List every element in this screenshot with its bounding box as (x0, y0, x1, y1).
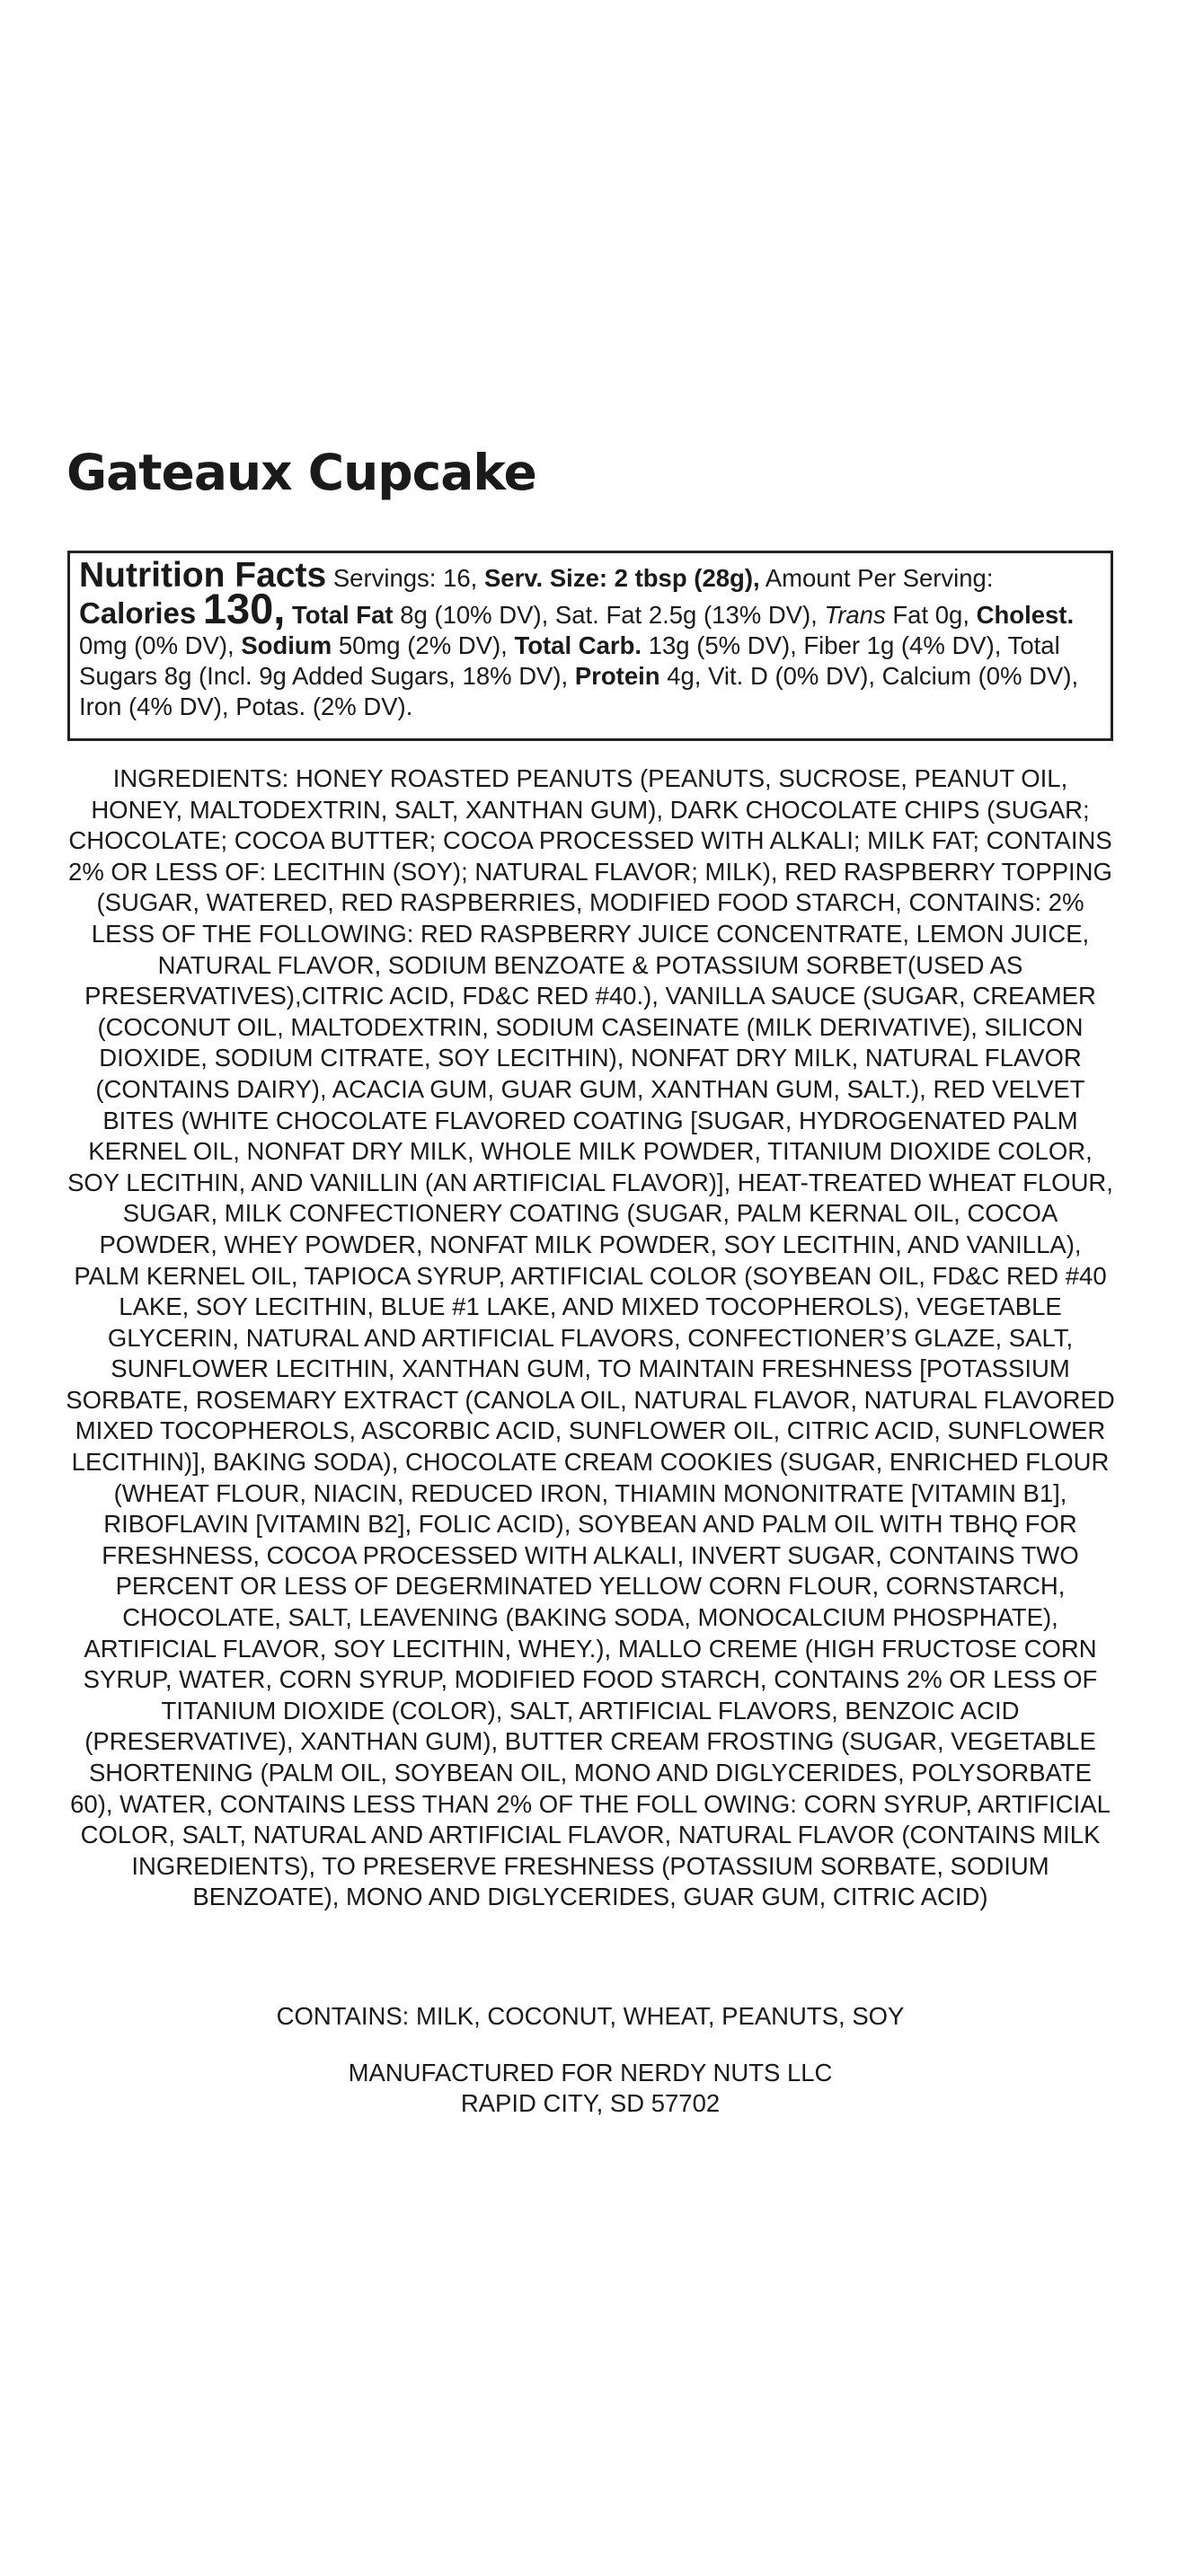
total-fat-label: Total Fat (292, 601, 394, 629)
manufacturer-info (65, 2058, 1116, 2119)
ingredients-list: INGREDIENTS: HONEY ROASTED PEANUTS (PEANUTS, SUCROSE, PEANUT OIL, HONEY, MALTODEXTRIN, SALT, XANTHAN GUM), DARK CHOCOLATE CHIPS (SUGAR; CHOCOLATE; COCOA BUTTER; COCOA PROCESSED WITH ALKALI; MILK FAT; CONTAINS 2% OR LESS OF: LECITHIN (SOY); NATURAL FLAVOR; MILK), RED RASPBERRY TOPPING (SUGAR, WATERED, RED RASPBERRIES, MODIFIED FOOD STARCH, CONTAINS: 2% LESS OF THE FOLLOWING: RED RASPBERRY JUICE CONCENTRATE, LEMON JUICE, NATURAL FLAVOR, SODIUM BENZOATE & POTASSIUM SORBET(USED AS PRESERVATIVES),CITRIC ACID, FD&C RED #40.), VANILLA SAUCE (SUGAR, CREAMER (COCONUT OIL, MALTODEXTRIN, SODIUM CASEINATE (MILK DERIVATIVE), SILICON DIOXIDE, SODIUM CITRATE, SOY LECITHIN), NONFAT DRY MILK, NATURAL FLAVOR (CONTAINS DAIRY), ACACIA GUM, GUAR GUM, XANTHAN GUM, SALT.), RED VELVET BITES (WHITE CHOCOLATE FLAVORED COATING [SUGAR, HYDROGENATED PALM KERNEL OIL, NONFAT DRY MILK, WHOLE MILK POWDER, TITANIUM DIOXIDE COLOR, SOY LECITHIN, AND VANILLIN (AN ARTIFICIAL FLAVOR)], HEAT-TREATED WHEAT FLOUR, SUGAR, MILK CONFECTIONERY COATING (SUGAR, PALM KERNAL OIL, COCOA POWDER, WHEY POWDER, NONFAT MILK POWDER, SOY LECITHIN, AND VANILLA), PALM KERNEL OIL, TAPIOCA SYRUP, ARTIFICIAL COLOR (SOYBEAN OIL, FD&C RED #40 LAKE, SOY LECITHIN, BLUE #1 LAKE, AND MIXED TOCOPHEROLS), VEGETABLE GLYCERIN, NATURAL AND ARTIFICIAL FLAVORS, CONFECTIONER’S GLAZE, SALT, SUNFLOWER LECITHIN, XANTHAN GUM, TO MAINTAIN FRESHNESS [POTASSIUM SORBATE, ROSEMARY EXTRACT (CANOLA OIL, NATURAL FLAVOR, NATURAL FLAVORED MIXED TOCOPHEROLS, ASCORBIC ACID, SUNFLOWER OIL, CITRIC ACID, SUNFLOWER LECITHIN)], BAKING SODA), CHOCOLATE CREAM COOKIES (SUGAR, ENRICHED FLOUR (WHEAT FLOUR, NIACIN, REDUCED IRON, THIAMIN MONONITRATE [VITAMIN B1], RIBOFLAVIN [VITAMIN B2], FOLIC ACID), SOYBEAN AND PALM OIL WITH TBHQ FOR FRESHNESS, COCOA PROCESSED WITH ALKALI, INVERT SUGAR, CONTAINS TWO PERCENT OR LESS OF DEGERMINATED YELLOW CORN FLOUR, CORNSTARCH, CHOCOLATE, SALT, LEAVENING (BAKING SODA, MONOCALCIUM PHOSPHATE), ARTIFICIAL FLAVOR, SOY LECITHIN, WHEY.), MALLO CREME (HIGH FRUCTOSE CORN SYRUP, WATER, CORN SYRUP, MODIFIED FOOD STARCH, CONTAINS 2% OR LESS OF TITANIUM DIOXIDE (COLOR), SALT, ARTIFICIAL FLAVORS, BENZOIC ACID (PRESERVATIVE), XANTHAN GUM), BUTTER CREAM FROSTING (SUGAR, VEGETABLE SHORTENING (PALM OIL, SOYBEAN OIL, MONO AND DIGLYCERIDES, POLYSORBATE 60), WATER, CONTAINS LESS THAN 2% OF THE FOLL OWING: CORN SYRUP, ARTIFICIAL COLOR, SALT, NATURAL AND ARTIFICIAL FLAVOR, NATURAL FLAVOR (CONTAINS MILK INGREDIENTS), TO PRESERVE FRESHNESS (POTASSIUM SORBATE, SODIUM BENZOATE), MONO AND DIGLYCERIDES, GUAR GUM, CITRIC ACID) (66, 764, 1115, 1911)
manufacturer-name: MANUFACTURED FOR NERDY NUTS LLC (348, 2059, 833, 2086)
sodium-value: 50mg (2% DV), (338, 631, 508, 659)
manufacturer-address: RAPID CITY, SD 57702 (460, 2089, 721, 2117)
trans-fat-label: Trans (824, 601, 886, 629)
cholesterol-label: Cholest. (976, 601, 1075, 629)
servings-text: Servings: 16, (332, 564, 478, 592)
sodium-label: Sodium (241, 631, 332, 659)
serving-size-text: Serv. Size: 2 tbsp (28g), (483, 564, 760, 592)
cholesterol-value: 0mg (0% DV), (79, 631, 235, 659)
nutrition-facts-heading: Nutrition Facts (79, 556, 327, 595)
calories-value: 130, (202, 585, 286, 632)
total-carb-value: 13g (5% DV), Fiber 1g (4% DV), Total Sugars 8g (Incl. 9g Added Sugars, 18% DV), (79, 631, 1060, 690)
allergen-statement: CONTAINS: MILK, COCONUT, WHEAT, PEANUTS, SOY (276, 2002, 905, 2030)
nutrition-facts-panel (67, 551, 1113, 741)
amount-per-serving-text: Amount Per Serving: (765, 564, 994, 592)
protein-value: 4g, Vit. D (0% DV), Calcium (0% DV), Iron (4% DV), Potas. (2% DV). (79, 662, 1079, 720)
product-title: Gateaux Cupcake (66, 444, 536, 501)
total-fat-value: 8g (10% DV), Sat. Fat 2.5g (13% DV), (400, 601, 818, 629)
trans-fat-value: Fat 0g, (892, 601, 969, 629)
protein-label: Protein (574, 662, 660, 690)
total-carb-label: Total Carb. (514, 631, 642, 659)
calories-label: Calories (79, 596, 197, 630)
